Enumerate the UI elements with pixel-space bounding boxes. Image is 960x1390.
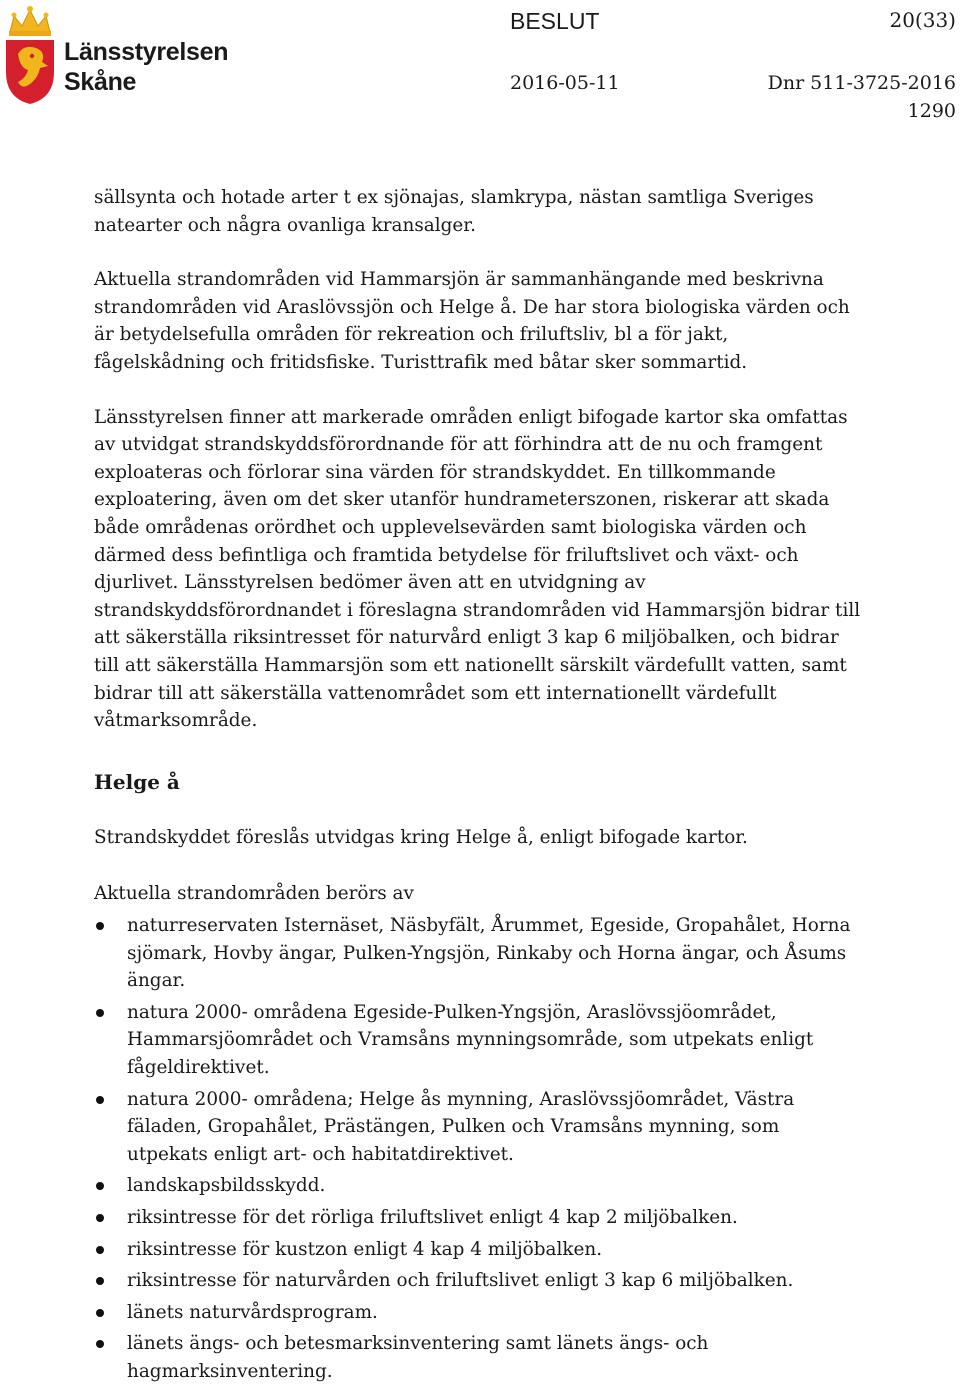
section-heading: Helge å (94, 770, 180, 794)
list-item (94, 1204, 854, 1232)
list-item-text: länets ängs- och betesmarksinventering samt länets ängs- och hagmarksinventering. (127, 1333, 709, 1382)
list-item-text: natura 2000- områdena Egeside-Pulken-Yngsjön, Araslövssjöområdet, Hammarsjöområdet och Vramsåns mynningsområde, som utpekats enligt fågeldirektivet. (127, 1001, 814, 1078)
bullet-icon (96, 1009, 104, 1017)
list-item (94, 999, 854, 1082)
bullet-icon (96, 1246, 104, 1254)
list-item-text: landskapsbildsskydd. (127, 1175, 326, 1197)
list-item (94, 1236, 854, 1264)
document-type: BESLUT (510, 8, 600, 34)
list-item-text: natura 2000- områdena; Helge ås mynning, Araslövssjöområdet, Västra fäladen, Gropahålet, Prästängen, Pulken och Vramsåns mynning, som utpekats enligt art- och habitatdirektivet. (127, 1088, 795, 1165)
list-item-text: länets naturvårdsprogram. (127, 1301, 378, 1323)
paragraph: sällsynta och hotade arter t ex sjönajas, slamkrypa, nästan samtliga Sveriges natearter och några ovanliga kransalger. (94, 187, 814, 236)
list-item-text: naturreservaten Isternäset, Näsbyfält, Årummet, Egeside, Gropahålet, Horna sjömark, Hovby ängar, Pulken-Yngsjön, Rinkaby och Horna ängar, och Åsums ängar. (127, 915, 851, 992)
bullet-icon (96, 922, 104, 930)
bullet-icon (96, 1277, 104, 1285)
bullet-list (94, 912, 854, 1390)
bullet-icon (96, 1309, 104, 1317)
paragraph: Länsstyrelsen finner att markerade områden enligt bifogade kartor ska omfattas av utvidgat strandskyddsförordnande för att förhindra att de nu och framgent exploateras och förlorar sina värden för strandskyddet. En tillkommande exploatering, även om det sker utanför hundrameterszonen, riskerar att skada både områdenas orördhet och upplevelsevärden samt biologiska värden och därmed dess befintliga och framtida betydelse för friluftslivet och växt- och djurlivet. Länsstyrelsen bedömer även att en utvidgning av strandskyddsförordnandet i föreslagna strandområden vid Hammarsjön bidrar till att säkerställa riksintresset för naturvård enligt 3 kap 6 miljöbalken, och bidrar till att säkerställa Hammarsjön som ett nationellt särskilt värdefullt vatten, samt bidrar till att säkerställa vattenområdet som ett internationellt värdefullt våtmarksområde. (94, 406, 861, 732)
page-number: 20(33) (889, 8, 956, 32)
list-item (94, 1330, 854, 1385)
list-item-text: riksintresse för kustzon enligt 4 kap 4 miljöbalken. (127, 1238, 603, 1260)
bullet-icon (96, 1096, 104, 1104)
org-name-line2: Skåne (64, 68, 137, 96)
list-item-text: riksintresse för naturvården och friluftslivet enligt 3 kap 6 miljöbalken. (127, 1270, 794, 1292)
list-item (94, 1172, 854, 1200)
organization-logo (0, 0, 229, 110)
list-item (94, 1267, 854, 1295)
list-intro: Aktuella strandområden berörs av (94, 883, 414, 904)
document-body (94, 184, 864, 735)
section-intro: Strandskyddet föreslås utvidgas kring Helge å, enligt bifogade kartor. (94, 827, 748, 848)
crown-griffin-crest-icon (2, 2, 58, 106)
paragraph: Aktuella strandområden vid Hammarsjön är sammanhängande med beskrivna strandområden vid Araslövssjön och Helge å. De har stora biologiska värden och är betydelsefulla områden för rekreation och friluftsliv, bl a för jakt, fågelskådning och fritidsfiske. Turisttrafik med båtar sker sommartid. (94, 269, 850, 373)
list-item (94, 1086, 854, 1169)
diary-number-suffix: 1290 (907, 100, 956, 122)
org-name-line1: Länsstyrelsen (64, 38, 229, 66)
list-item-text: riksintresse för det rörliga friluftslivet enligt 4 kap 2 miljöbalken. (127, 1206, 738, 1228)
list-item (94, 1299, 854, 1327)
document-date: 2016-05-11 (510, 72, 620, 94)
bullet-icon (96, 1214, 104, 1222)
diary-number: Dnr 511-3725-2016 (767, 72, 956, 94)
list-item (94, 912, 854, 995)
bullet-icon (96, 1182, 104, 1190)
bullet-icon (96, 1340, 104, 1348)
